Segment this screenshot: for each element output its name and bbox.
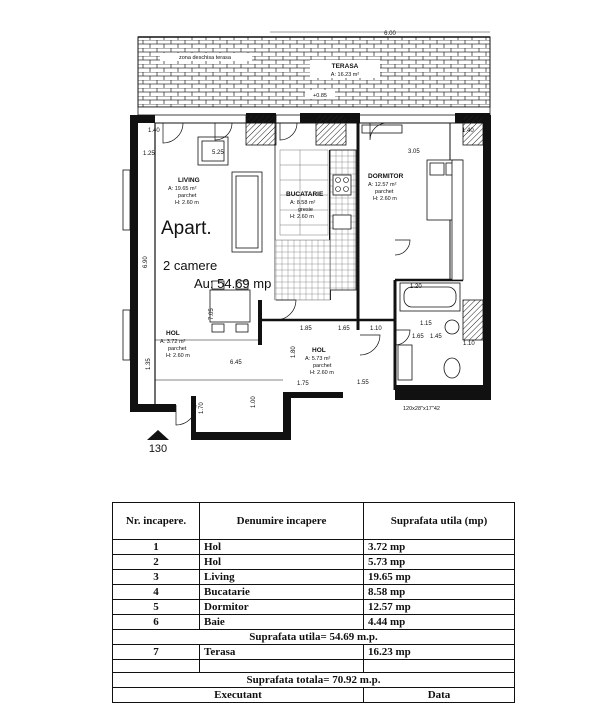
svg-text:130: 130 <box>148 443 168 455</box>
svg-text:1.15: 1.15 <box>420 321 432 327</box>
table-row: 2 Hol 5.73 mp <box>113 555 515 570</box>
svg-text:A: 5.73 m²: A: 5.73 m² <box>305 356 331 362</box>
terrace-note: zona deschisa terasa <box>179 55 231 61</box>
view-marker <box>147 430 169 455</box>
svg-text:6.90: 6.90 <box>143 256 149 268</box>
room-label-living <box>168 177 200 206</box>
header-area: Suprafata utila (mp) <box>364 503 515 540</box>
bathroom-fixtures <box>398 283 460 380</box>
room-label-hall-2 <box>305 347 334 376</box>
svg-text:HOL: HOL <box>166 330 180 337</box>
svg-text:1.20: 1.20 <box>410 284 422 290</box>
svg-text:5.25: 5.25 <box>212 150 224 156</box>
terrace-area-text: A: 16.23 m² <box>330 72 360 78</box>
svg-text:3.05: 3.05 <box>408 149 420 155</box>
svg-text:A: 8.58 m²: A: 8.58 m² <box>290 200 316 206</box>
useful-area-label: Au: 54.69 mp <box>194 276 272 291</box>
window-note: 120x28"x17"42 <box>403 406 440 412</box>
useful-total-row: Suprafata utila= 54.69 m.p. <box>113 630 515 645</box>
svg-text:H: 2.60 m: H: 2.60 m <box>373 196 397 202</box>
svg-text:BUCATARIE: BUCATARIE <box>286 191 324 198</box>
svg-text:1.65: 1.65 <box>412 334 424 340</box>
room-label-bedroom <box>368 173 404 202</box>
table-empty-row <box>113 660 515 673</box>
svg-text:1.75: 1.75 <box>297 381 309 387</box>
table-row-terrace: 7 Terasa 16.23 mp <box>113 645 515 660</box>
table-row: 5 Dormitor 12.57 mp <box>113 600 515 615</box>
terrace-dim: 6.00 <box>384 31 396 37</box>
room-label-kitchen <box>286 191 324 220</box>
svg-text:DORMITOR: DORMITOR <box>368 173 404 180</box>
svg-text:1.10: 1.10 <box>463 341 475 347</box>
terrace-label: TERASA <box>331 63 359 70</box>
svg-text:1.10: 1.10 <box>370 326 382 332</box>
level-mark: +0.85 <box>313 93 327 99</box>
svg-text:1.40: 1.40 <box>148 128 160 134</box>
svg-text:H: 2.60 m: H: 2.60 m <box>290 214 314 220</box>
svg-text:H: 2.60 m: H: 2.60 m <box>166 353 190 359</box>
header-nr: Nr. incapere. <box>113 503 200 540</box>
grand-total-row: Suprafata totala= 70.92 m.p. <box>113 673 515 688</box>
svg-text:1.70: 1.70 <box>199 402 205 414</box>
svg-text:HOL: HOL <box>312 347 326 354</box>
svg-text:H: 2.60 m: H: 2.60 m <box>310 370 334 376</box>
footer-row: Executant Data <box>113 688 515 703</box>
rooms-count-label: 2 camere <box>163 258 218 273</box>
svg-text:1.45: 1.45 <box>430 334 442 340</box>
svg-text:parchet: parchet <box>168 346 187 352</box>
svg-text:1.25: 1.25 <box>143 151 155 157</box>
svg-text:6.45: 6.45 <box>230 360 242 366</box>
svg-text:parchet: parchet <box>178 193 197 199</box>
table-row: 6 Baie 4.44 mp <box>113 615 515 630</box>
svg-text:7.05: 7.05 <box>209 308 215 320</box>
room-label-hall-1 <box>160 330 190 359</box>
svg-text:1.80: 1.80 <box>291 346 297 358</box>
svg-text:LIVING: LIVING <box>178 177 200 184</box>
svg-text:A: 19.65 m²: A: 19.65 m² <box>168 186 197 192</box>
svg-text:parchet: parchet <box>313 363 332 369</box>
terrace-area <box>138 31 490 115</box>
table-header-row <box>113 503 515 540</box>
svg-text:A: 3.72 m²: A: 3.72 m² <box>160 339 186 345</box>
svg-text:gresie: gresie <box>298 207 313 213</box>
svg-text:A: 12.57 m²: A: 12.57 m² <box>368 182 397 188</box>
header-name: Denumire incapere <box>200 503 364 540</box>
svg-text:1.40: 1.40 <box>462 128 474 134</box>
table-row: 3 Living 19.65 mp <box>113 570 515 585</box>
area-table <box>112 502 515 703</box>
apartment-title: Apart. <box>161 218 212 239</box>
table-row: 1 Hol 3.72 mp <box>113 540 515 555</box>
svg-text:H: 2.60 m: H: 2.60 m <box>175 200 199 206</box>
svg-text:parchet: parchet <box>375 189 394 195</box>
svg-text:1.85: 1.85 <box>300 326 312 332</box>
svg-text:1.35: 1.35 <box>146 358 152 370</box>
svg-text:1.65: 1.65 <box>338 326 350 332</box>
svg-text:1.55: 1.55 <box>357 380 369 386</box>
svg-text:1.00: 1.00 <box>251 396 257 408</box>
table-row: 4 Bucatarie 8.58 mp <box>113 585 515 600</box>
